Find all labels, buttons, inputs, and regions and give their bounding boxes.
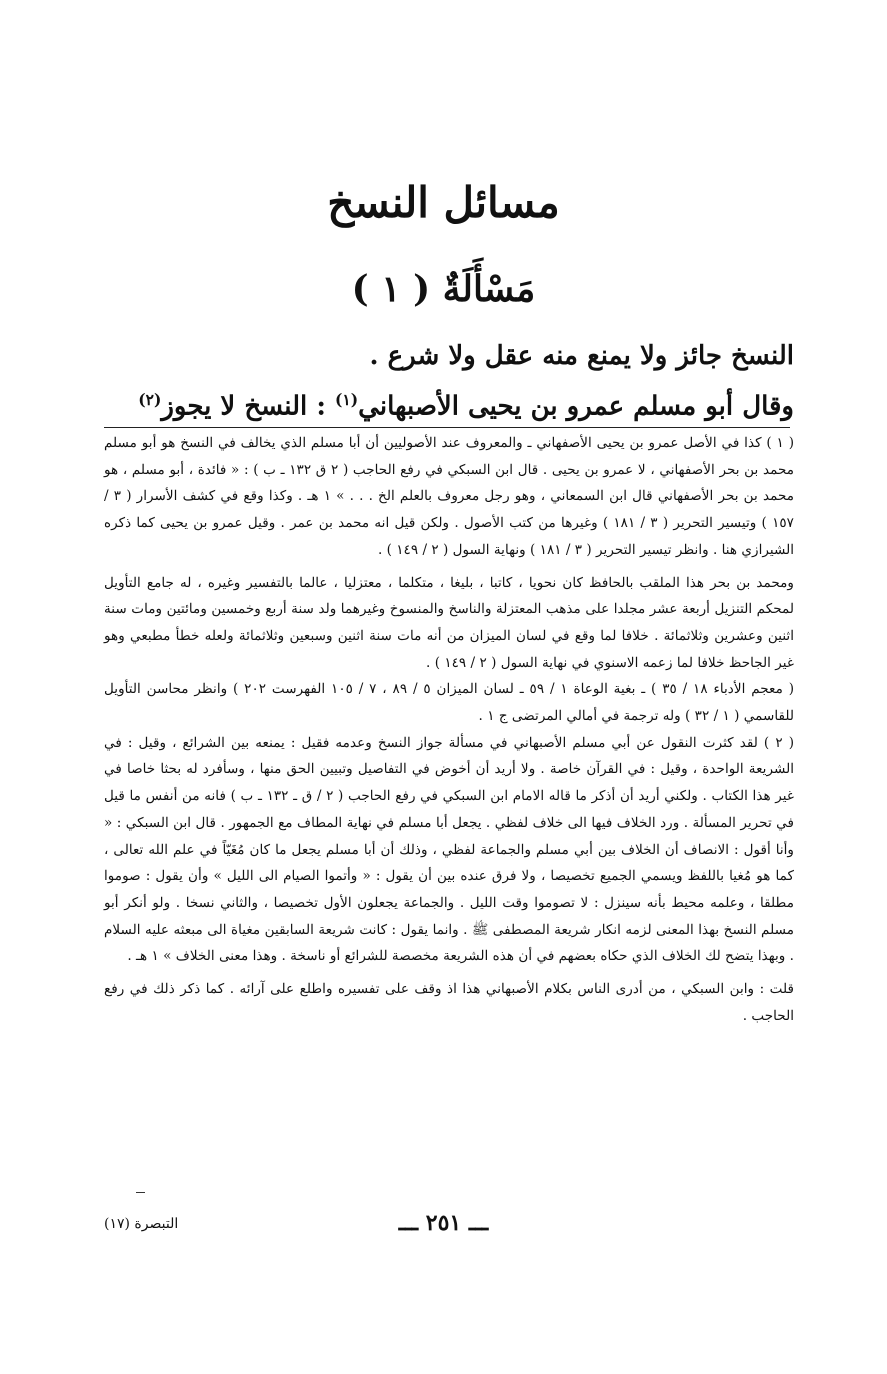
main-text-line-2-body: وقال أبو مسلم عمرو بن يحيى الأصبهاني bbox=[358, 391, 794, 422]
footnote-2-comment: قلت : وابن السبكي ، من أدرى الناس بكلام الأصبهاني هذا اذ وقف على تفسيره واطلع على آرائه . كما ذكر ذلك في رفع الحاجب . bbox=[104, 981, 794, 1024]
footnotes bbox=[104, 430, 794, 1029]
footnote-1-biography: ومحمد بن بحر هذا الملقب بالحافظ كان نحويا ، كاتبا ، بليغا ، متكلما ، معتزليا ، عالما بالتفسير وغيره ، له جامع التأويل لمحكم التنزيل أربعة عشر مجلدا على مذهب المعتزلة والناسخ والمنسوخ وغيرهما ولد سنة أربع وخمسين ومائتين ومات سنة اثنين وعشرين وثلاثمائة . خلافا لما وقع في لسان الميزان من أنه مات سنة اثنين وسبعين وثلاثمائة ولعله خطأ مطبعي وهو غير الجاحظ خلافا لما زعمه الاسنوي في نهاية السول ( ٢ / ١٤٩ ) . bbox=[104, 574, 794, 671]
footnote-1: ( ١ ) كذا في الأصل عمرو بن يحيى الأصفهاني ـ والمعروف عند الأصوليين أن أبا مسلم الذي يخالف في النسخ هو أبو مسلم محمد بن بحر الأصفهاني ، لا عمرو بن يحيى . قال ابن السبكي في رفع الحاجب ( ٢ ق ١٣٢ ـ ب ) : « فائدة ، أبو مسلم ، هو محمد بن بحر الأصفهاني قال ابن السمعاني ، وهو رجل معروف بالعلم الخ . . . » ١ هـ . وكذا وقع في كشف الأسرار ( ٣ / ١٥٧ ) وتيسير التحرير ( ٣ / ١٨١ ) وغيرها من كتب الأصول . ولكن قيل انه محمد بن عمر . وقيل عمرو بن يحيى كما ذكره الشيرازي هنا . وانظر تيسير التحرير ( ٣ / ١٨١ ) ونهاية السول ( ٢ / ١٤٩ ) . bbox=[104, 435, 795, 558]
signature-dash bbox=[136, 1192, 145, 1193]
footnote-ref-2: (٢) bbox=[138, 390, 162, 409]
footnote-separator bbox=[104, 427, 790, 428]
chapter-title: مسائل النسخ bbox=[327, 178, 560, 227]
footnote-2: ( ٢ ) لقد كثرت النقول عن أبي مسلم الأصبهاني في مسألة جواز النسخ وعدمه فقيل : يمنعه بين الشرائع ، وقيل : في الشريعة الواحدة ، وقيل : في القرآن خاصة . ولا أريد أن أخوض في التفاصيل وتبيين الحق منها ، وسأفرد له بحثا خاصا في غير هذا الكتاب . ولكني أريد أن أذكر ما قاله الامام ابن السبكي في رفع الحاجب ( ٢ / ق ـ ١٣٢ ـ ب ) فانه من أنفس ما قيل في تحرير المسألة . ورد الخلاف فيها الى خلاف لفظي . يجعل أبا مسلم في نهاية المطاف مع الجمهور . قال ابن السبكي : « وأنا أقول : الانصاف أن الخلاف بين أبي مسلم والجماعة لفظي ، وذلك أن أبا مسلم يجعل ما كان مُغَيّاً في علم الله تعالى ، كما هو مُغيا باللفظ ويسمي الجميع تخصيصا ، ولا فرق عنده بين أن يقول : « وأتموا الصيام الى الليل » وأن يقول : صوموا مطلقا ، وعلمه محيط بأنه سينزل : لا تصوموا وقت الليل . والجماعة يجعلون الأول تخصيصا ، والثاني نسخا . ولو أنكر أبو مسلم النسخ بهذا المعنى لزمه انكار شريعة المصطفى ﷺ . وانما يقول : كانت شريعة السابقين مغياة الى مبعثه عليه السلام . وبهذا يتضح لك الخلاف الذي حكاه بعضهم في أن هذه الشريعة مخصصة للشرائع أو ناسخة . وهذا معنى الخلاف » ١ هـ . bbox=[104, 734, 794, 965]
issue-heading: مَسْأَلَةٌ ( ١ ) bbox=[351, 268, 536, 310]
main-text bbox=[104, 334, 794, 429]
main-text-line-2-continuation: : النسخ لا يجوز bbox=[161, 391, 335, 422]
footnote-1-sources: ( معجم الأدباء ١٨ / ٣٥ ) ـ بغية الوعاة ١ / ٥٩ ـ لسان الميزان ٥ / ٨٩ ، ٧ / ١٠٥ الفهرست ٢٠٢ ) وانظر محاسن التأويل للقاسمي ( ١ / ٣٢ ) وله ترجمة في أمالي المرتضى ج ١ . bbox=[104, 681, 795, 725]
page-number: ـــ ٢٥١ ـــ bbox=[398, 1210, 489, 1236]
footnote-ref-1: (١) bbox=[334, 390, 359, 409]
main-text-line-1: النسخ جائز ولا يمنع منه عقل ولا شرع . bbox=[369, 341, 794, 371]
main-text-line-2 bbox=[104, 378, 794, 429]
printer-signature: التبصرة (١٧) bbox=[104, 1216, 179, 1232]
